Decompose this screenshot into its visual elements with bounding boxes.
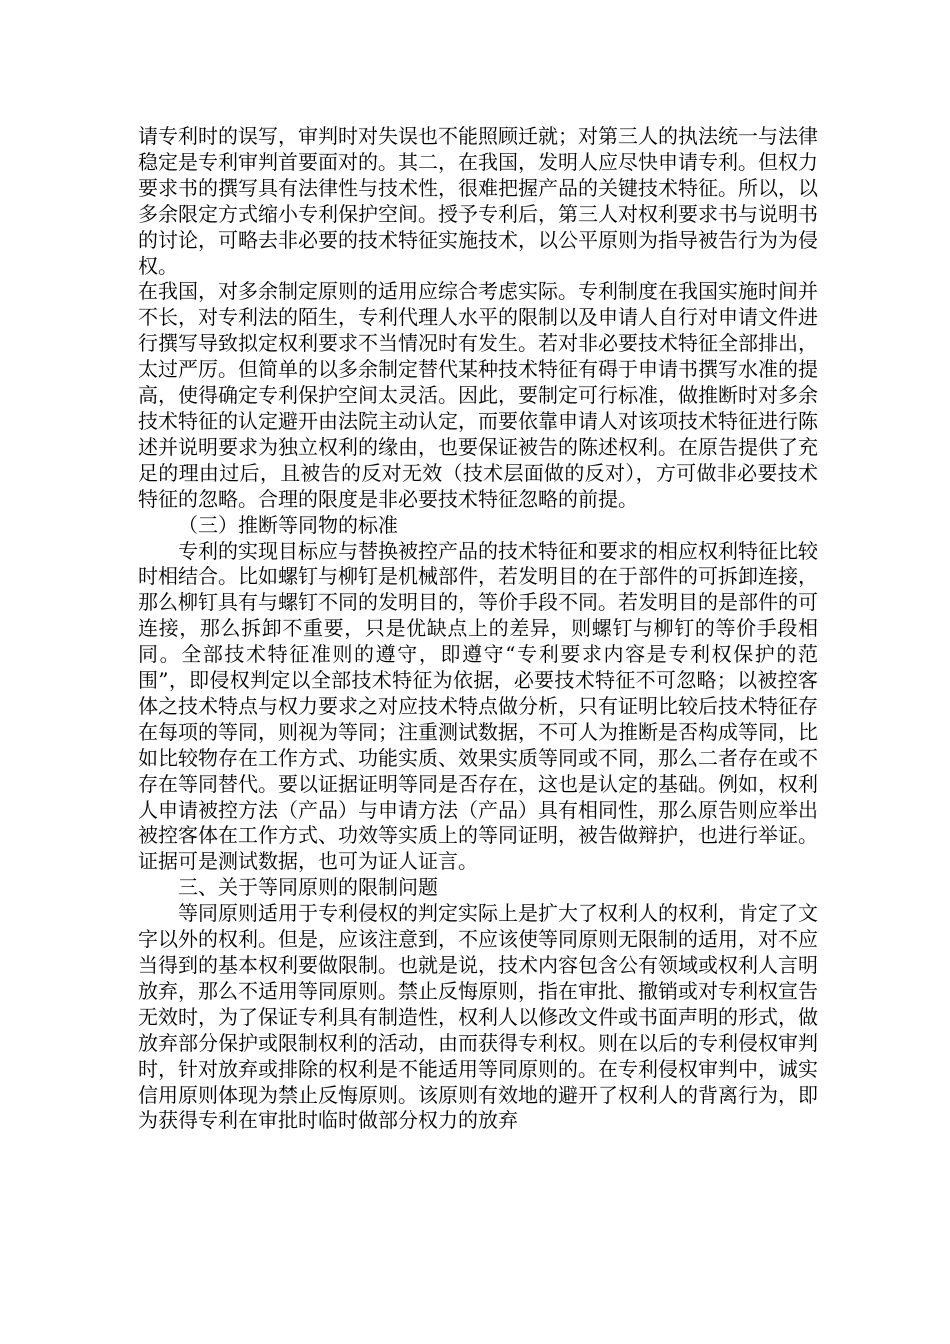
section-heading: （三）推断等同物的标准 <box>178 512 398 537</box>
paragraph: 在我国，对多余制定原则的适用应综合考虑实际。专利制度在我国实施时间并不长，对专利法的陌生，专利代理人水平的限制以及申请人自行对申请文件进行撰写导致拟定权利要求不当情况时有发生。若对非必要技术特征全部排出，太过严厉。但简单的以多余制定替代某种技术特征有碍于申请书撰写水准的提高，使得确定专利保护空间太灵活。因此，要制定可行标准，做推断时对多余技术特征的认定避开由法院主动认定，而要依靠申请人对该项技术特征进行陈述并说明要求为独立权利的缘由，也要保证被告的陈述权利。在原告提供了充足的理由过后，且被告的反对无效（技术层面做的反对），方可做非必要技术特征的忽略。合理的限度是非必要技术特征忽略的前提。 <box>138 279 818 511</box>
paragraph: 请专利时的误写，审判时对失误也不能照顾迁就；对第三人的执法统一与法律稳定是专利审判首要面对的。其二，在我国，发明人应尽快申请专利。但权力要求书的撰写具有法律性与技术性，很难把握产品的关键技术特征。所以，以多余限定方式缩小专利保护空间。授予专利后，第三人对权利要求书与说明书的讨论，可略去非必要的技术特征实施技术，以公平原则为指导被告行为为侵权。 <box>138 124 818 278</box>
paragraph: 等同原则适用于专利侵权的判定实际上是扩大了权利人的权利，肯定了文字以外的权利。但是，应该注意到，不应该使等同原则无限制的适用，对不应当得到的基本权利要做限制。也就是说，技术内容包含公有领域或权利人言明放弃，那么不适用等同原则。禁止反悔原则，指在审批、撤销或对专利权宣告无效时，为了保证专利具有制造性，权利人以修改文件或书面声明的形式，做放弃部分保护或限制权利的活动，由而获得专利权。则在以后的专利侵权审判时，针对放弃或排除的权利是不能适用等同原则的。在专利侵权审判中，诚实信用原则体现为禁止反悔原则。该原则有效地的避开了权利人的背离行为，即为获得专利在审批时临时做部分权力的放弃 <box>138 901 818 1133</box>
body-text <box>138 124 818 1134</box>
section-heading: 三、关于等同原则的限制问题 <box>178 875 438 900</box>
paragraph: 专利的实现目标应与替换被控产品的技术特征和要求的相应权利特征比较时相结合。比如螺钉与柳钉是机械部件，若发明目的在于部件的可拆卸连接，那么柳钉具有与螺钉不同的发明目的，等价手段不同。若发明目的是部件的可连接，那么拆卸不重要，只是优缺点上的差异，则螺钉与柳钉的等价手段相同。全部技术特征准则的遵守，即遵守“专利要求内容是专利权保护的范围”，即侵权判定以全部技术特征为依据，必要技术特征不可忽略；以被控客体之技术特点与权力要求之对应技术特点做分析，只有证明比较后技术特征存在每项的等同，则视为等同；注重测试数据，不可人为推断是否构成等同，比如比较物存在工作方式、功能实质、效果实质等同或不同，那么二者存在或不存在等同替代。要以证据证明等同是否存在，这也是认定的基础。例如，权利人申请被控方法（产品）与申请方法（产品）具有相同性，那么原告则应举出被控客体在工作方式、功效等实质上的等同证明，被告做辩护，也进行举证。证据可是测试数据，也可为证人证言。 <box>138 538 818 874</box>
